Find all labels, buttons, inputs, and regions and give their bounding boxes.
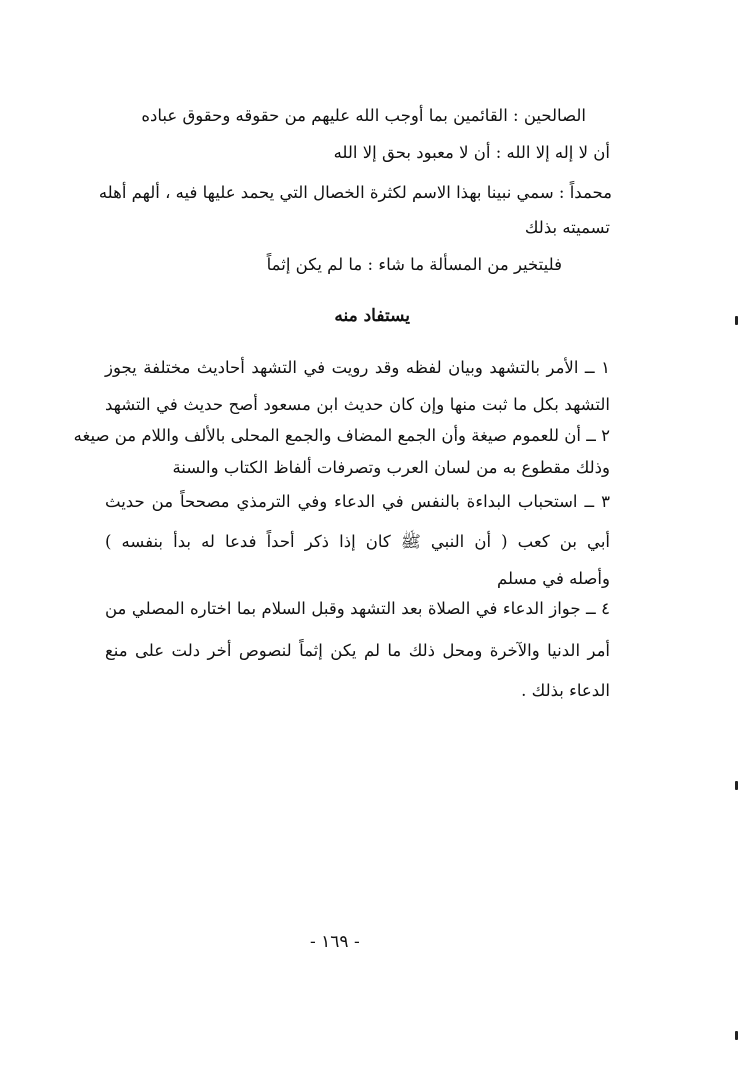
section-heading: يستفاد منه xyxy=(334,306,410,326)
point-line: ٣ ــ استحباب البداءة بالنفس في الدعاء وفي الترمذي مصححاً من حديث xyxy=(105,492,610,511)
glossary-line: محمداً : سمي نبينا بهذا الاسم لكثرة الخصال التي يحمد عليها فيه ، ألهم أهله xyxy=(98,183,612,202)
point-line: وذلك مقطوع به من لسان العرب وتصرفات ألفاظ الكتاب والسنة xyxy=(172,458,610,477)
point-line: أبي بن كعب ( أن النبي ﷺ كان إذا ذكر أحداً فدعا له بدأ بنفسه ) xyxy=(105,532,610,551)
point-line: التشهد بكل ما ثبت منها وإن كان حديث ابن مسعود أصح حديث في التشهد xyxy=(105,395,610,414)
scan-edge-mark xyxy=(735,1031,738,1040)
page-number: - ١٦٩ - xyxy=(310,932,360,952)
glossary-line: الصالحين : القائمين بما أوجب الله عليهم من حقوقه وحقوق عباده xyxy=(141,106,586,125)
point-line: ١ ــ الأمر بالتشهد وبيان لفظه وقد رويت في التشهد أحاديث مختلفة يجوز xyxy=(105,358,610,377)
point-line: وأصله في مسلم xyxy=(496,569,610,588)
glossary-line: فليتخير من المسألة ما شاء : ما لم يكن إثماً xyxy=(266,255,562,274)
glossary-line: تسميته بذلك xyxy=(524,218,610,237)
point-line: ٤ ــ جواز الدعاء في الصلاة بعد التشهد وقبل السلام بما اختاره المصلي من xyxy=(105,599,610,618)
point-line: أمر الدنيا والآخرة ومحل ذلك ما لم يكن إثماً لنصوص أخر دلت على منع xyxy=(105,641,610,660)
scan-edge-mark xyxy=(735,316,738,325)
glossary-line: أن لا إله إلا الله : أن لا معبود بحق إلا الله xyxy=(333,143,610,162)
scan-edge-mark xyxy=(735,781,738,790)
point-line: ٢ ــ أن للعموم صيغة وأن الجمع المضاف والجمع المحلى بالألف واللام من صيغه xyxy=(73,426,610,445)
point-line: الدعاء بذلك . xyxy=(521,681,610,700)
